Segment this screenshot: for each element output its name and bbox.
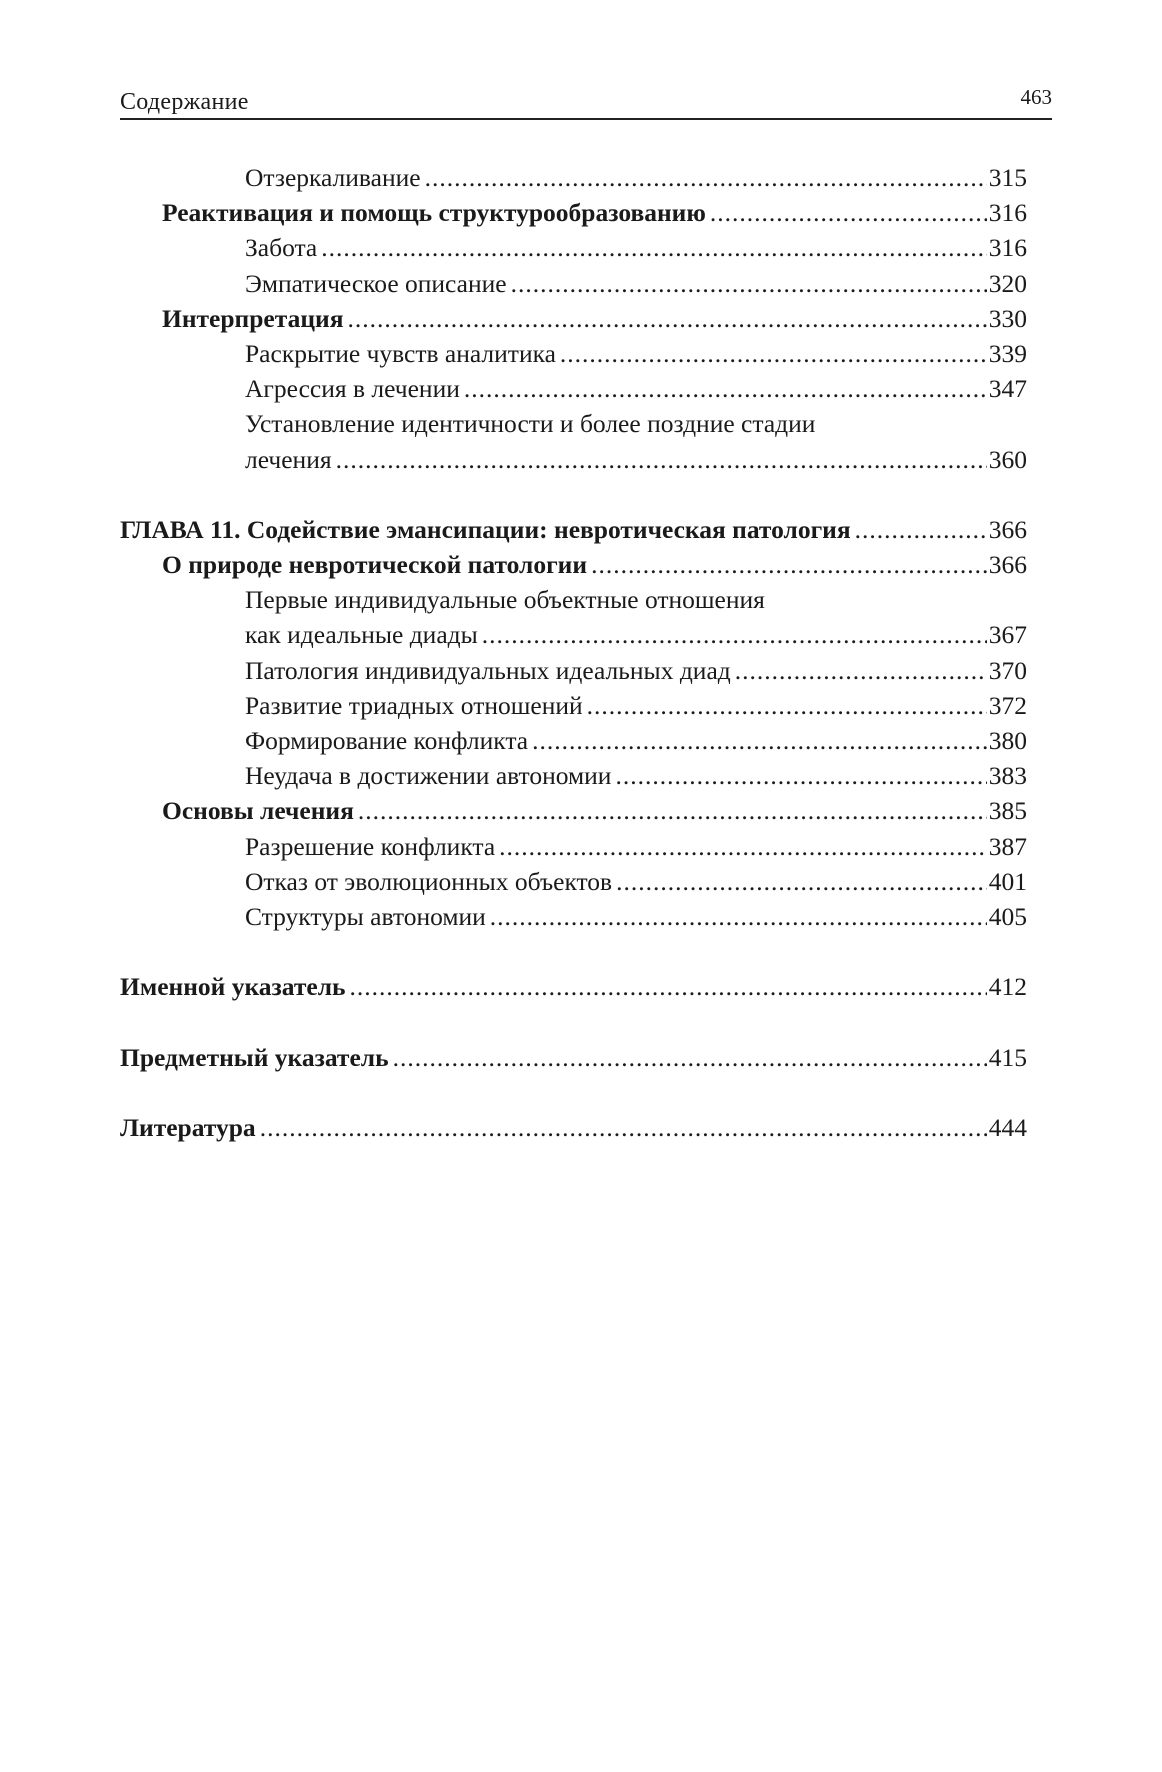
toc-section[interactable] [120, 301, 1027, 336]
blank-line [120, 1005, 1027, 1040]
dot-leader [532, 723, 987, 758]
toc-chapter-title: Предметный указатель [120, 1042, 389, 1072]
dot-leader [425, 160, 987, 195]
dot-leader [358, 793, 987, 828]
blank-line [120, 1075, 1027, 1110]
toc-entry[interactable] [120, 230, 1027, 265]
toc-entry-page: 383 [988, 761, 1027, 791]
toc-chapter-title: Именной указатель [120, 972, 346, 1002]
toc-entry-title: Структуры автономии [245, 901, 486, 931]
dot-leader [348, 301, 987, 336]
toc-entry-title-continued: лечения [245, 444, 332, 474]
toc-section-title: О природе невротической патологии [162, 550, 588, 580]
toc-chapter-title: Литература [120, 1113, 256, 1143]
dot-leader [499, 829, 987, 864]
toc-section-title: Реактивация и помощь структурообразованию [162, 198, 706, 228]
toc-entry[interactable] [120, 371, 1027, 406]
dot-leader [336, 442, 987, 477]
toc-section[interactable] [120, 793, 1027, 828]
toc-entry-title-continued: как идеальные диады [245, 620, 478, 650]
toc-entry[interactable] [120, 160, 1027, 195]
dot-leader [735, 653, 987, 688]
dot-leader [710, 195, 987, 230]
toc-entry[interactable] [120, 688, 1027, 723]
toc-section-page: 366 [988, 550, 1027, 580]
toc-entry-page: 315 [988, 163, 1027, 192]
toc-entry-title: Забота [245, 233, 318, 263]
toc-entry-page: 320 [988, 268, 1027, 298]
dot-leader [616, 864, 987, 899]
toc-entry[interactable] [120, 723, 1027, 758]
toc-entry-page: 339 [988, 338, 1027, 368]
toc-entry-page: 316 [988, 233, 1027, 263]
toc-section[interactable] [120, 195, 1027, 230]
dot-leader [560, 336, 987, 371]
toc-entry-title: Формирование конфликта [245, 726, 529, 755]
blank-line [120, 934, 1027, 969]
toc-entry[interactable] [120, 653, 1027, 688]
dot-leader [587, 688, 987, 723]
toc-entry[interactable] [120, 266, 1027, 301]
toc-chapter[interactable] [120, 969, 1027, 1004]
page-header [120, 82, 1052, 120]
toc-entry-page: 387 [988, 831, 1027, 861]
toc-entry[interactable] [120, 829, 1027, 864]
toc-entry-first-line[interactable] [120, 582, 1027, 617]
table-of-contents [120, 160, 1027, 1145]
toc-entry[interactable] [120, 758, 1027, 793]
toc-entry-page: 360 [988, 444, 1027, 474]
toc-entry[interactable] [120, 617, 1027, 652]
toc-chapter-page: 415 [988, 1042, 1027, 1072]
toc-entry-page: 372 [988, 690, 1027, 720]
dot-leader [260, 1110, 987, 1145]
toc-chapter-page: 412 [988, 972, 1027, 1002]
toc-entry[interactable] [120, 864, 1027, 899]
toc-entry-title: Разрешение конфликта [245, 831, 496, 861]
dot-leader [615, 758, 986, 793]
toc-section-page: 385 [988, 796, 1027, 826]
toc-entry-page: 370 [988, 655, 1027, 685]
dot-leader [482, 617, 987, 652]
toc-section-page: 330 [988, 303, 1027, 333]
toc-entry-title: Первые индивидуальные объектные отношения [245, 585, 765, 615]
toc-chapter[interactable] [120, 1110, 1027, 1145]
toc-entry-first-line[interactable] [120, 406, 1027, 441]
toc-chapter-page: 444 [988, 1113, 1027, 1143]
page-number: 463 [1020, 85, 1052, 109]
toc-entry-title: Установление идентичности и более поздние стадии [245, 409, 816, 439]
dot-leader [490, 899, 987, 934]
blank-line [120, 477, 1027, 512]
toc-chapter[interactable] [120, 1040, 1027, 1075]
toc-entry-title: Раскрытие чувств аналитика [245, 338, 556, 368]
toc-section-title: Интерпретация [162, 303, 344, 333]
toc-entry[interactable] [120, 442, 1027, 477]
dot-leader [591, 547, 987, 582]
dot-leader [393, 1040, 987, 1075]
toc-entry-page: 405 [988, 901, 1027, 931]
toc-entry-title: Отзеркаливание [245, 163, 421, 192]
toc-entry-title: Развитие триадных отношений [245, 690, 583, 720]
toc-entry[interactable] [120, 899, 1027, 934]
toc-entry-page: 380 [988, 726, 1027, 755]
toc-section-page: 316 [988, 198, 1027, 228]
dot-leader [464, 371, 987, 406]
toc-entry-page: 401 [988, 866, 1027, 896]
toc-entry-title: Отказ от эволюционных объектов [245, 866, 613, 896]
running-title: Содержание [120, 89, 249, 115]
toc-chapter[interactable] [120, 512, 1027, 547]
toc-entry-page: 347 [988, 374, 1027, 404]
toc-entry-title: Патология индивидуальных идеальных диад [245, 655, 731, 685]
dot-leader [511, 266, 987, 301]
dot-leader [855, 512, 987, 547]
toc-entry-page: 367 [988, 620, 1027, 650]
dot-leader [350, 969, 987, 1004]
toc-entry-title: Эмпатическое описание [245, 268, 507, 298]
toc-chapter-page: 366 [988, 514, 1027, 544]
toc-chapter-title: ГЛАВА 11. Содействие эмансипации: невротическая патология [120, 514, 851, 544]
toc-entry[interactable] [120, 336, 1027, 371]
toc-section-title: Основы лечения [162, 796, 354, 826]
toc-entry-title: Неудача в достижении автономии [245, 761, 612, 791]
dot-leader [321, 230, 986, 265]
toc-section[interactable] [120, 547, 1027, 582]
toc-entry-title: Агрессия в лечении [245, 374, 460, 404]
